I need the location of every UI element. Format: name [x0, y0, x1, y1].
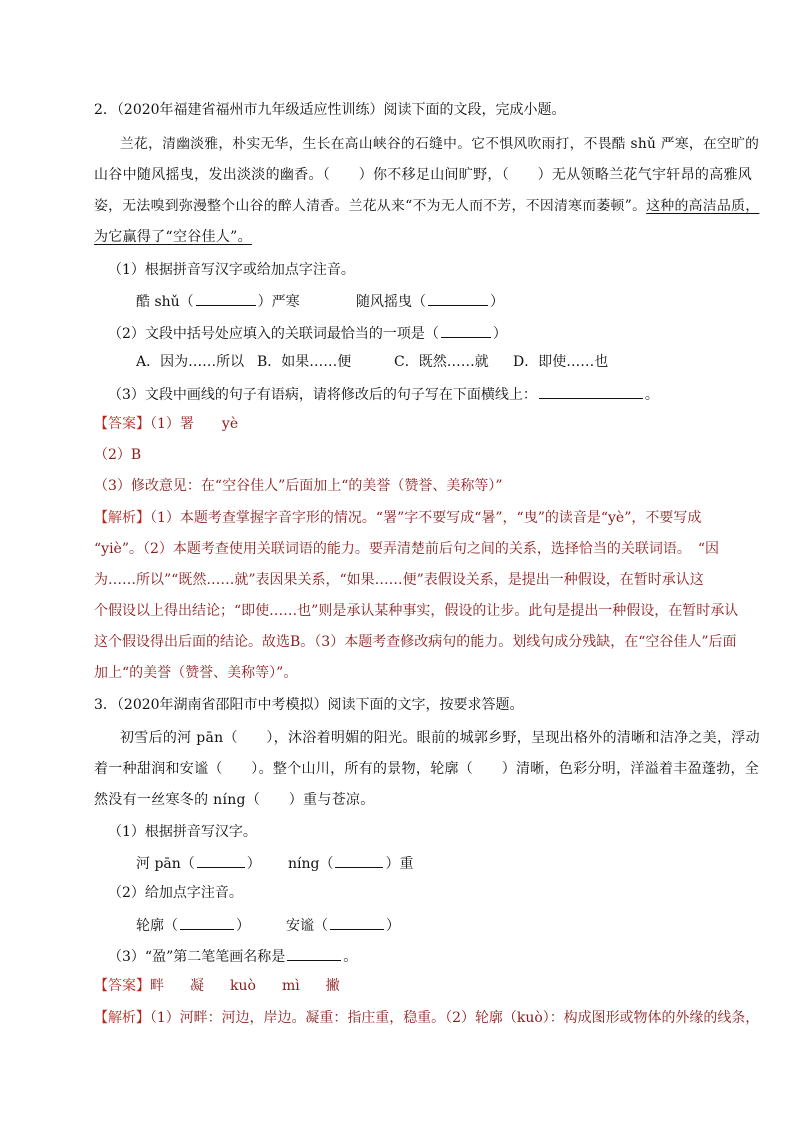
q3-sub2-item-a-pre: 轮廓（: [136, 918, 178, 934]
q2-answer-3: （3）修改意见：在“空谷佳人”后面加上“的美誉（赞誉、美称等）”: [94, 478, 503, 494]
q2-analysis-line-3: 为……所以”“既然……就”表因果关系，“如果……便”表假设关系，是提出一种假设，在暂时承认这: [94, 572, 704, 588]
q2-sub1: （1）根据拼音写汉字或给加点字注音。: [108, 262, 355, 278]
q2-sub1-item-b: [356, 291, 504, 311]
q3-sub2-item-b-post: ）: [386, 918, 400, 934]
q2-sub2: [108, 323, 507, 343]
q3-analysis-line-1: [94, 1009, 759, 1027]
q2-sub1-item-a-post: ）严寒: [257, 294, 300, 310]
q3-sub1: （1）根据拼音写汉字。: [108, 824, 257, 840]
q2-underlined-sentence-a: 这种的高洁品质，: [646, 198, 760, 214]
answer-blank[interactable]: [330, 915, 384, 930]
q2-title: 2．（2020年福建省福州市九年级适应性训练）阅读下面的文段，完成小题。: [94, 102, 566, 118]
q3-answer-3: kuò: [230, 978, 256, 994]
answer-blank[interactable]: [197, 853, 245, 868]
q3-sub2-item-a-post: ）: [236, 918, 250, 934]
q2-analysis-text-1: （1）本题考查掌握字音字形的情况。“署”字不要写成“暑”，“曳”的读音是“yè”，不要写成: [150, 510, 702, 526]
q3-sub3-end: 。: [343, 949, 358, 965]
q2-sub3: [108, 384, 659, 404]
q2-analysis-line-6: 加上“的美誉（赞誉、美称等）”。: [94, 665, 298, 681]
q3-answer-1: 畔: [150, 978, 164, 994]
q2-passage-line-2: 山谷中随风摇曳，发出淡淡的幽香。（ ）你不移足山间旷野，（ ）无从领略兰花气宇轩昂的高雅风: [94, 167, 753, 183]
q2-analysis-line-2: “yiè”。（2）本题考查使用关联词语的能力。要弄清楚前后句之间的关系，选择恰当的关联词语。 “因: [94, 541, 720, 557]
q2-answer-2: （2）B: [94, 447, 142, 463]
q3-sub1-item-b-pre: níng（: [288, 856, 334, 872]
q2-sub2-text: （2）文段中括号处应填入的关联词最恰当的一项是（: [108, 326, 439, 342]
q2-answer-1b: yè: [221, 416, 239, 432]
q2-analysis-line-4: 个假设以上得出结论；“即使……也”则是承认某种事实，假设的让步。此句是提出一种假设，在暂时承认: [94, 603, 739, 619]
q3-sub2-item-b: [286, 915, 400, 935]
q3-sub1-item-b: [288, 853, 413, 873]
answer-blank[interactable]: [335, 853, 383, 868]
q2-analysis-line-1: [94, 509, 701, 527]
q3-answer-label: 【答案】: [94, 978, 150, 994]
q2-sub3-end: 。: [644, 387, 659, 403]
q3-answer-2: 凝: [190, 978, 204, 994]
answer-blank[interactable]: [441, 323, 491, 338]
q2-answer-1: （1）署: [150, 416, 194, 432]
q3-passage-line-3: 然没有一丝寒冬的 níng（ ）重与苍凉。: [94, 792, 375, 808]
q3-sub2-item-b-pre: 安谧（: [286, 918, 328, 934]
answer-blank[interactable]: [287, 946, 341, 961]
answer-blank[interactable]: [180, 915, 234, 930]
q2-passage-line-1: 兰花，清幽淡雅，朴实无华，生长在高山峡谷的石缝中。它不惧风吹雨打，不畏酷 shǔ 严寒，在空旷的: [120, 136, 760, 152]
q2-answer-label: 【答案】: [94, 416, 150, 432]
q3-sub1-item-a-post: ）: [246, 856, 261, 872]
q2-sub1-item-a: [136, 291, 300, 311]
q2-option-b: B．如果……便: [257, 354, 352, 370]
q3-sub3: [108, 946, 357, 966]
q2-analysis-label: 【解析】: [94, 510, 150, 526]
q3-sub1-item-b-post: ）重: [385, 856, 414, 872]
q2-sub2-close: ）: [492, 326, 507, 342]
q2-sub1-item-b-post: ）: [490, 294, 504, 310]
q3-title: 3．（2020年湖南省邵阳市中考模拟）阅读下面的文字，按要求答题。: [94, 697, 524, 713]
q3-sub2: （2）给加点字注音。: [108, 885, 243, 901]
q3-sub1-item-a-pre: 河 pān（: [136, 856, 195, 872]
q2-option-a: A．因为……所以: [136, 354, 245, 370]
q3-analysis-label: 【解析】: [94, 1010, 150, 1026]
q2-sub1-item-b-pre: 随风摇曳（: [356, 294, 426, 310]
q3-sub1-item-a: [136, 853, 261, 873]
q3-answer-4: mì: [281, 978, 300, 994]
q3-sub3-text: （3）“盈”第二笔笔画名称是: [108, 949, 286, 965]
q2-option-d: D．即使……也: [513, 354, 609, 370]
q2-sub3-text: （3）文段中画线的句子有语病，请将修改后的句子写在下面横线上：: [108, 387, 537, 403]
q3-answer-line: [94, 977, 340, 995]
q2-passage-line-3: [94, 197, 759, 215]
q3-analysis-text: （1）河畔：河边，岸边。凝重：指庄重，稳重。（2）轮廓（kuò）：构成图形或物体的外缘的线条，: [149, 1010, 760, 1026]
answer-blank[interactable]: [539, 384, 643, 399]
q3-passage-line-2: 着一种甜润和安谧（ ）。整个山川，所有的景物，轮廓（ ）清晰，色彩分明，洋溢着丰盈蓬勃，全: [94, 761, 760, 777]
q2-sub1-item-a-pre: 酷 shǔ（: [136, 294, 194, 310]
answer-blank[interactable]: [196, 291, 256, 306]
answer-blank[interactable]: [428, 291, 488, 306]
q2-underlined-sentence-b: 为它赢得了“空谷佳人”。: [94, 229, 252, 245]
q3-sub2-item-a: [136, 915, 250, 935]
q2-answer-line-1: [94, 415, 238, 433]
q3-passage-line-1: 初雪后的河 pān（ ），沐浴着明媚的阳光。眼前的城郭乡野，呈现出格外的清晰和洁净之美，浮动: [120, 730, 760, 746]
q2-option-c: C．既然……就: [394, 354, 489, 370]
q2-analysis-line-5: 这个假设得出后面的结论。故选B。（3）本题考查修改病句的能力。划线句成分残缺，在“空谷佳人”后面: [94, 634, 737, 650]
q3-answer-5: 撇: [325, 978, 340, 994]
q2-passage-line-3-text: 姿，无法嗅到弥漫整个山谷的醉人清香。兰花从来“不为无人而不芳，不因清寒而萎顿”。: [94, 198, 647, 214]
